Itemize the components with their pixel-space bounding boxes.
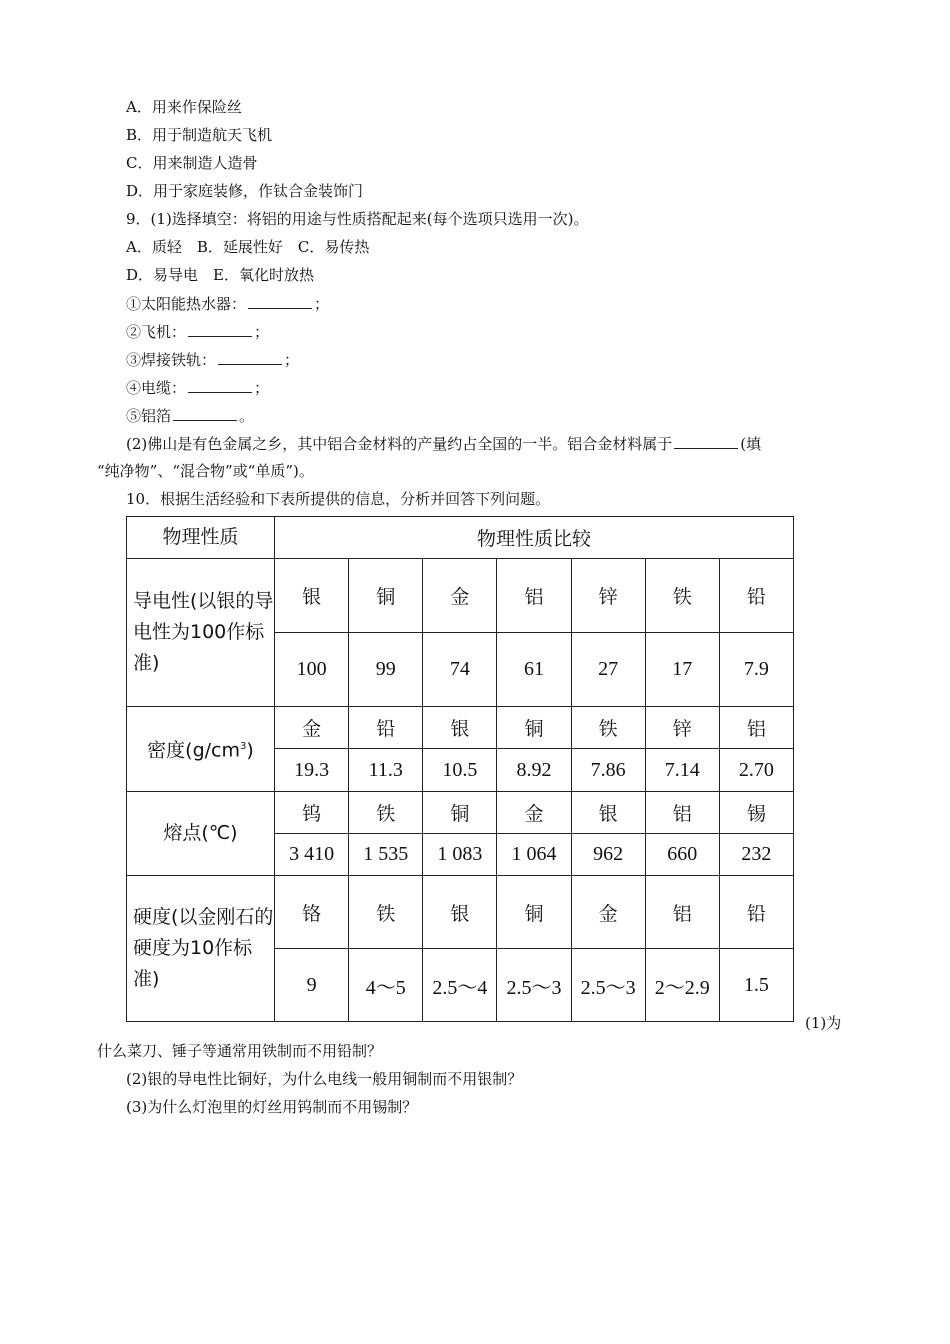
q10-sub2: (2)银的导电性比铜好，为什么电线一般用铜制而不用银制？: [126, 1070, 523, 1088]
header-comparison: 物理性质比较: [275, 517, 794, 559]
value-cell: 962: [571, 834, 645, 876]
metal-cell: 铝: [719, 707, 793, 749]
use-label: ④电缆：: [126, 379, 187, 397]
metal-cell: 锡: [719, 792, 793, 834]
q9-use-2: [126, 321, 269, 342]
value-cell: 100: [275, 633, 349, 707]
properties-table: [126, 516, 794, 1022]
value-cell: 1 083: [423, 834, 497, 876]
metal-cell: 铅: [719, 876, 793, 949]
value-cell: 4～5: [349, 949, 423, 1022]
metal-cell: 钨: [275, 792, 349, 834]
metal-cell: 银: [275, 559, 349, 633]
metal-cell: 铝: [497, 559, 571, 633]
metal-cell: 金: [423, 559, 497, 633]
q10-sub1: 什么菜刀、锤子等通常用铁制而不用铅制？: [97, 1042, 383, 1060]
value-cell: 2.5～4: [423, 949, 497, 1022]
metal-cell: 铜: [349, 559, 423, 633]
metal-cell: 铝: [645, 876, 719, 949]
q10-sub1-start: (1)为: [805, 1014, 842, 1032]
q9-part2: [126, 433, 761, 454]
value-cell: 11.3: [349, 749, 423, 792]
metal-cell: 银: [571, 792, 645, 834]
metal-cell: 锌: [571, 559, 645, 633]
q9-part2-line2: “纯净物”、“混合物”或“单质”)。: [97, 462, 314, 480]
answer-blank[interactable]: [173, 405, 237, 421]
value-cell: 61: [497, 633, 571, 707]
q9-use-1: [126, 293, 329, 314]
q9-part2-text: (2)佛山是有色金属之乡，其中铝合金材料的产量约占全国的一半。铝合金材料属于: [126, 435, 673, 453]
value-cell: 19.3: [275, 749, 349, 792]
use-end: ；: [284, 351, 300, 369]
metal-cell: 金: [497, 792, 571, 834]
metal-cell: 铜: [497, 876, 571, 949]
use-end: ；: [254, 323, 270, 341]
option-b: B．用于制造航天飞机: [126, 126, 273, 144]
answer-blank[interactable]: [188, 377, 252, 393]
value-cell: 8.92: [497, 749, 571, 792]
table-row: [127, 559, 794, 633]
option-d: D．用于家庭装修，作钛合金装饰门: [126, 182, 364, 200]
q10-sub3: (3)为什么灯泡里的灯丝用钨制而不用锡制？: [126, 1098, 418, 1116]
metal-cell: 铝: [645, 792, 719, 834]
value-cell: 17: [645, 633, 719, 707]
metal-cell: 锌: [645, 707, 719, 749]
density-label: [127, 707, 275, 792]
metal-cell: 铜: [497, 707, 571, 749]
table-row: [127, 876, 794, 949]
value-cell: 2.5～3: [497, 949, 571, 1022]
use-label: ①太阳能热水器：: [126, 295, 247, 313]
q10-title: 10．根据生活经验和下表所提供的信息，分析并回答下列问题。: [126, 490, 551, 508]
use-label: ②飞机：: [126, 323, 187, 341]
use-label: ③焊接铁轨：: [126, 351, 217, 369]
value-cell: 1 535: [349, 834, 423, 876]
metal-cell: 金: [571, 876, 645, 949]
conductivity-label: 导电性(以银的导电性为100作标准): [127, 559, 275, 707]
metal-cell: 铁: [349, 792, 423, 834]
q9-part2-fill: (填: [740, 435, 762, 453]
answer-blank[interactable]: [218, 349, 282, 365]
metal-cell: 铁: [349, 876, 423, 949]
value-cell: 74: [423, 633, 497, 707]
value-cell: 660: [645, 834, 719, 876]
answer-blank[interactable]: [188, 321, 252, 337]
use-end: ；: [314, 295, 330, 313]
metal-cell: 铁: [645, 559, 719, 633]
value-cell: 7.9: [719, 633, 793, 707]
value-cell: 9: [275, 949, 349, 1022]
metal-cell: 金: [275, 707, 349, 749]
option-a: A．用来作保险丝: [126, 98, 242, 116]
use-label: ⑤铝箔: [126, 407, 172, 425]
value-cell: 27: [571, 633, 645, 707]
header-property: 物理性质: [127, 517, 275, 559]
density-label-end: ): [246, 739, 254, 762]
table-header-row: [127, 517, 794, 559]
metal-cell: 铬: [275, 876, 349, 949]
table-row: [127, 707, 794, 749]
table-row: [127, 792, 794, 834]
density-label-sup: 3: [240, 741, 247, 753]
metal-cell: 铅: [719, 559, 793, 633]
q9-use-3: [126, 349, 299, 370]
value-cell: 7.86: [571, 749, 645, 792]
q9-choices-1: A．质轻 B．延展性好 C．易传热: [126, 238, 370, 256]
metal-cell: 银: [423, 707, 497, 749]
metal-cell: 铅: [349, 707, 423, 749]
density-label-text: 密度(g/cm: [147, 739, 241, 762]
option-c: C．用来制造人造骨: [126, 154, 258, 172]
melting-label: 熔点(℃): [127, 792, 275, 876]
value-cell: 2.5～3: [571, 949, 645, 1022]
value-cell: 10.5: [423, 749, 497, 792]
metal-cell: 铜: [423, 792, 497, 834]
use-end: 。: [239, 407, 255, 425]
value-cell: 7.14: [645, 749, 719, 792]
value-cell: 2～2.9: [645, 949, 719, 1022]
q9-use-5: [126, 405, 254, 426]
value-cell: 3 410: [275, 834, 349, 876]
value-cell: 1.5: [719, 949, 793, 1022]
answer-blank[interactable]: [674, 433, 738, 449]
metal-cell: 银: [423, 876, 497, 949]
value-cell: 2.70: [719, 749, 793, 792]
value-cell: 232: [719, 834, 793, 876]
q9-use-4: [126, 377, 269, 398]
q9-title: 9．(1)选择填空：将铝的用途与性质搭配起来(每个选项只选用一次)。: [126, 210, 589, 228]
q9-choices-2: D．易导电 E．氧化时放热: [126, 266, 314, 284]
value-cell: 1 064: [497, 834, 571, 876]
value-cell: 99: [349, 633, 423, 707]
answer-blank[interactable]: [248, 293, 312, 309]
metal-cell: 铁: [571, 707, 645, 749]
hardness-label: 硬度(以金刚石的硬度为10作标准): [127, 876, 275, 1022]
use-end: ；: [254, 379, 270, 397]
